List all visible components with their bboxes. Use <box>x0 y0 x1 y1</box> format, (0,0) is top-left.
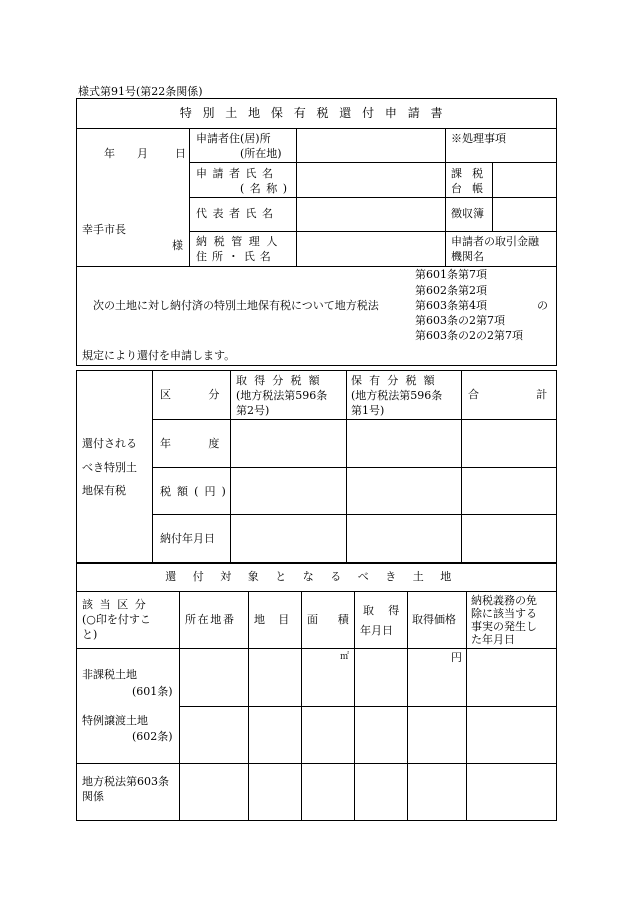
non-taxable-land-label: 非課税土地 <box>82 668 137 681</box>
bank-label-2: 機関名 <box>451 250 484 263</box>
applicant-address-sublabel: (所在地) <box>240 147 282 160</box>
applicant-name-sublabel: (名称) <box>240 182 293 195</box>
form-label: 様式第91号(第22条関係) <box>78 85 203 98</box>
refund-side-label-2: べき特別土 <box>82 461 137 474</box>
land-header-menseki: 面積 <box>307 613 369 626</box>
land-header-price: 取得価格 <box>412 613 456 626</box>
article-603-relation-label-2: 関係 <box>82 790 104 803</box>
unit-yen: 円 <box>451 651 462 664</box>
article-603: 第603条第4項 <box>415 299 487 312</box>
land-header-chimoku: 地目 <box>254 613 303 626</box>
application-text-tail: 規定により還付を申請します。 <box>82 349 236 362</box>
article-603-relation-label: 地方税法第603条 <box>82 775 169 788</box>
office-use-title: ※処理事項 <box>451 132 506 145</box>
refund-side-label-3: 地保有税 <box>82 484 126 497</box>
refund-row-amount: 税額(円) <box>160 485 232 498</box>
land-header-exempt-4: た年月日 <box>471 633 515 646</box>
refund-row-year: 年度 <box>160 437 257 450</box>
tax-ledger-label-1: 課 税 <box>451 167 487 180</box>
land-header-kubun-2: (○印を付すこ <box>82 613 151 626</box>
article-601: 第601条第7項 <box>415 268 487 281</box>
land-header-kubun-3: と) <box>82 628 98 641</box>
article-602: 第602条第2項 <box>415 284 487 297</box>
date-day: 日 <box>175 147 186 160</box>
land-header-exempt-2: 除に該当する <box>471 607 537 620</box>
applicant-name-label: 申請者氏名 <box>196 167 279 180</box>
application-text-no: の <box>537 299 548 312</box>
date-month: 月 <box>137 147 158 160</box>
bank-label-1: 申請者の取引金融 <box>451 235 539 248</box>
refund-row-paid-date: 納付年月日 <box>160 532 215 545</box>
application-text-lead: 次の土地に対し納付済の特別土地保有税について地方税法 <box>93 299 379 312</box>
mayor-name: 幸手市長 <box>82 223 126 236</box>
refund-header-total: 合計 <box>468 388 605 401</box>
article-603-2-2: 第603条の2の2第7項 <box>415 329 523 342</box>
unit-square-meter: ㎡ <box>340 652 350 662</box>
date-year: 年 <box>104 147 125 160</box>
land-header-kubun-1: 該当区分 <box>82 598 153 611</box>
refund-header-acq-1: 取得分税額 <box>236 374 327 387</box>
special-transfer-land-article: (602条) <box>132 730 173 743</box>
tax-ledger-label-2: 台 帳 <box>451 182 487 195</box>
honorific: 様 <box>172 239 183 252</box>
collection-book-label: 徴収簿 <box>451 207 484 220</box>
refund-header-kubun: 区分 <box>160 388 257 401</box>
non-taxable-land-article: (601条) <box>132 685 173 698</box>
refund-header-hold-3: 第1号) <box>351 404 385 417</box>
land-header-acq-date-1: 取得 <box>363 604 414 617</box>
land-header-acq-date-2: 年月日 <box>360 624 393 637</box>
land-table-title: 還付対象となるべき土地 <box>165 570 468 583</box>
representative-name-label: 代表者氏名 <box>196 207 279 220</box>
land-header-exempt-1: 納税義務の免 <box>471 594 537 607</box>
land-header-exempt-3: 事実の発生し <box>471 620 537 633</box>
land-header-chiban: 所在地番 <box>185 613 236 626</box>
refund-header-acq-2: (地方税法第596条 <box>236 389 328 402</box>
article-603-2: 第603条の2第7項 <box>415 314 505 327</box>
tax-agent-sublabel: 住所・氏名 <box>196 250 276 263</box>
refund-header-acq-3: 第2号) <box>236 404 270 417</box>
refund-header-hold-2: (地方税法第596条 <box>351 389 443 402</box>
refund-header-hold-1: 保有分税額 <box>351 374 442 387</box>
special-transfer-land-label: 特例譲渡土地 <box>82 714 148 727</box>
applicant-address-label: 申請者住(居)所 <box>196 132 271 145</box>
form-title: 特別土地保有税還付申請書 <box>179 106 454 120</box>
tax-agent-label: 納税管理人 <box>196 235 284 248</box>
refund-side-label-1: 還付される <box>82 437 137 450</box>
